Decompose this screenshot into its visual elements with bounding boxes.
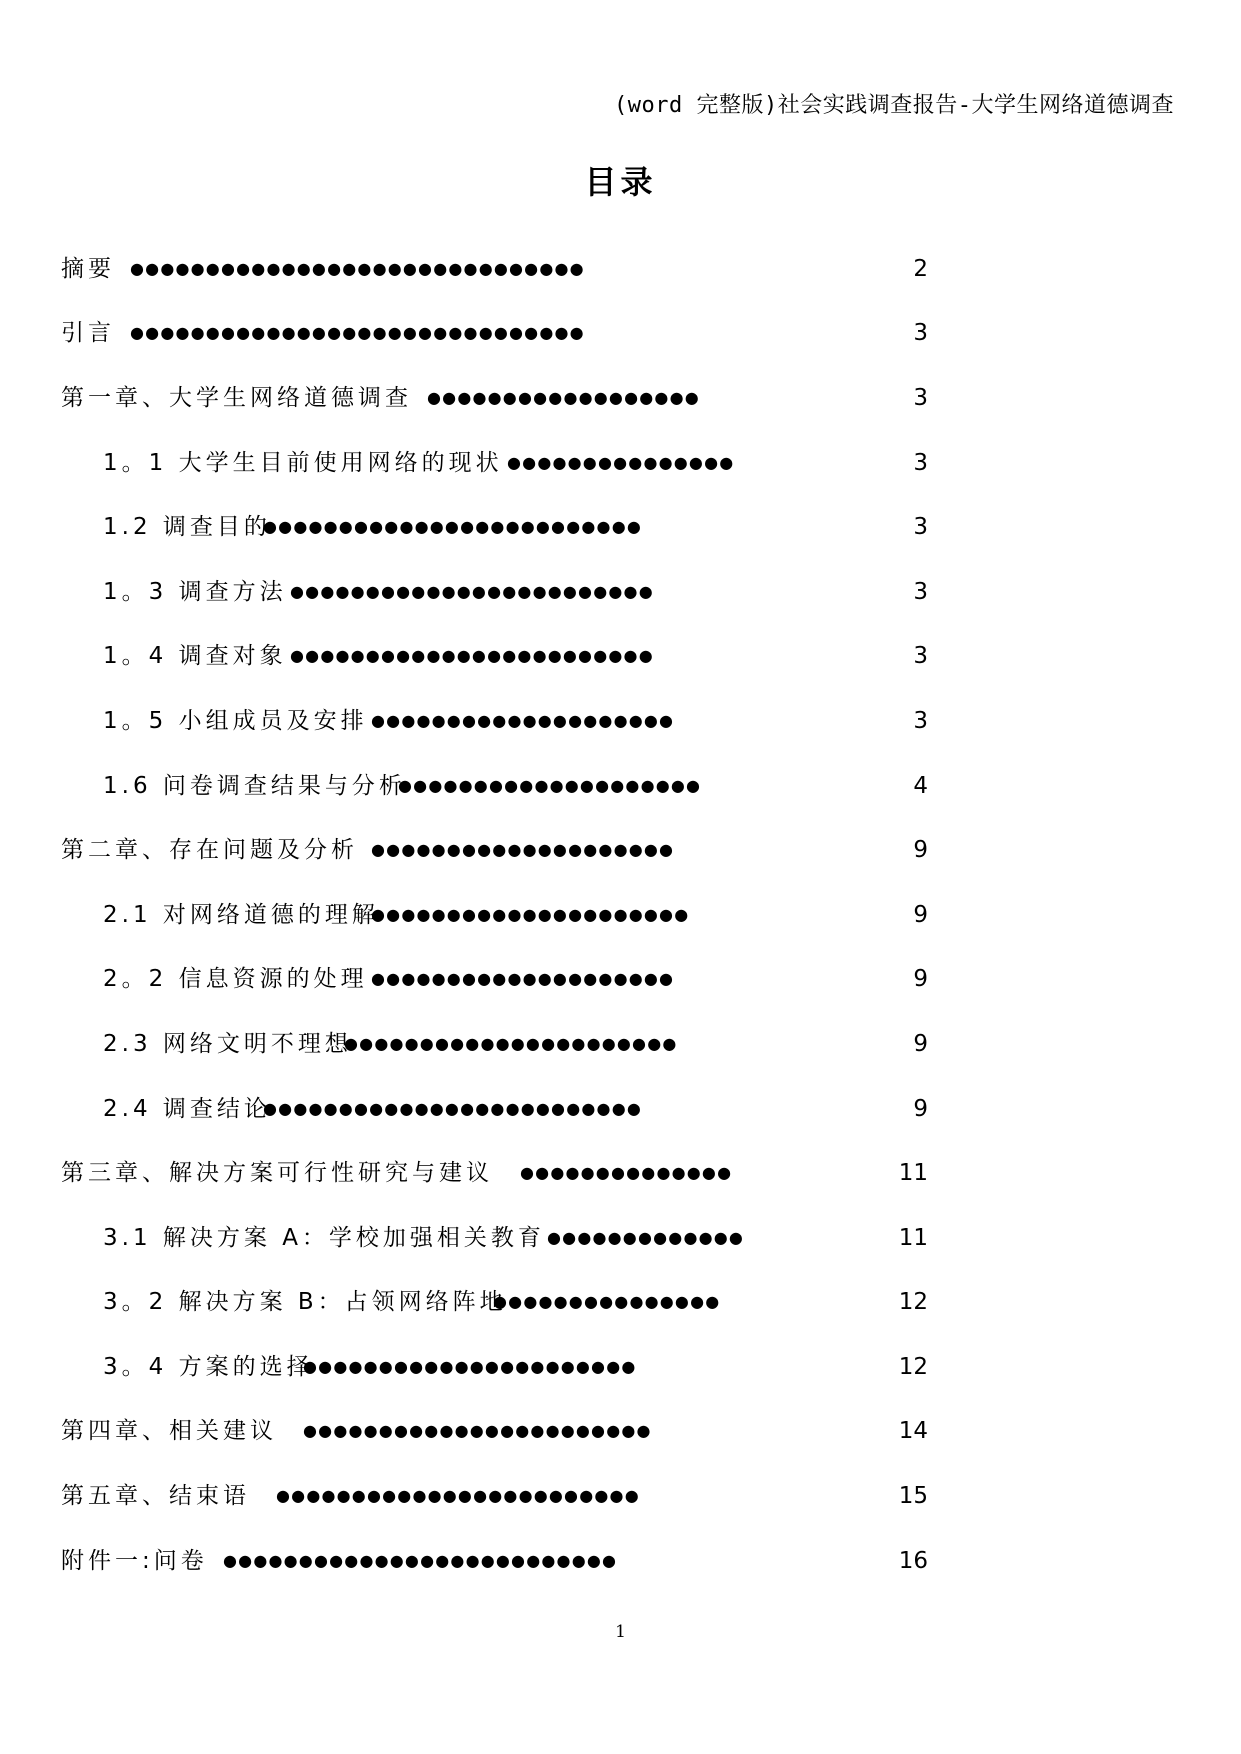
toc-page-number: 12 [898, 1289, 928, 1315]
toc-entry-label: 引言 [61, 320, 115, 346]
toc-entry-chapter-2[interactable] [0, 830, 1241, 870]
toc-page-number: 9 [913, 902, 928, 928]
toc-entry-label: 2.3 网络文明不理想 [103, 1031, 352, 1057]
toc-entry-label: 2.4 调查结论 [103, 1096, 271, 1122]
toc-dot-leader: ●●●●●●●●●●●●●●●●●●●●● [371, 905, 690, 924]
toc-page-number: 9 [913, 837, 928, 863]
toc-page-number: 4 [913, 773, 928, 799]
toc-entry-label: 第四章、相关建议 [61, 1418, 277, 1444]
toc-page-number: 3 [913, 579, 928, 605]
toc-dot-leader: ●●●●●●●●●●●●●●●●●●●●●●●●● [263, 1099, 643, 1118]
toc-entry-3-1[interactable] [0, 1218, 1241, 1258]
toc-page-number: 15 [898, 1483, 928, 1509]
toc-entry-2-3[interactable] [0, 1024, 1241, 1064]
toc-entry-label: 第三章、解决方案可行性研究与建议 [61, 1160, 493, 1186]
toc-dot-leader: ●●●●●●●●●●●●●●●●●●●●●●●● [290, 646, 654, 665]
toc-entry-label: 第一章、大学生网络道德调查 [61, 385, 412, 411]
toc-dot-leader: ●●●●●●●●●●●●●●●●●●●● [398, 776, 702, 795]
toc-entry-label: 第五章、结束语 [61, 1483, 250, 1509]
toc-dot-leader: ●●●●●●●●●●●●●●●●●●●●●●●●●● [223, 1551, 618, 1570]
toc-entry-1-2[interactable] [0, 507, 1241, 547]
toc-entry-chapter-4[interactable] [0, 1411, 1241, 1451]
toc-entry-label: 1。3 调查方法 [103, 579, 287, 605]
toc-page-number: 14 [898, 1418, 928, 1444]
toc-entry-2-2[interactable] [0, 959, 1241, 999]
toc-dot-leader: ●●●●●●●●●●●●●●●●●●●●●●●● [290, 582, 654, 601]
toc-entry-label: 3.1 解决方案 A：学校加强相关教育 [103, 1225, 545, 1251]
toc-entry-abstract[interactable] [0, 249, 1241, 289]
toc-entry-label: 2。2 信息资源的处理 [103, 966, 368, 992]
toc-dot-leader: ●●●●●●●●●●●●●●●●●●●● [371, 711, 675, 730]
toc-page-number: 3 [913, 320, 928, 346]
toc-entry-label: 摘要 [61, 256, 115, 282]
toc-page-number: 11 [898, 1160, 928, 1186]
toc-entry-chapter-1[interactable] [0, 378, 1241, 418]
running-header: (word 完整版)社会实践调查报告-大学生网络道德调查 [614, 93, 1174, 118]
toc-entry-label: 1.2 调查目的 [103, 514, 271, 540]
toc-entry-label: 1。1 大学生目前使用网络的现状 [103, 450, 503, 476]
toc-entry-label: 3。4 方案的选择 [103, 1354, 314, 1380]
toc-entry-appendix-1[interactable] [0, 1541, 1241, 1581]
toc-entry-label: 1。4 调查对象 [103, 643, 287, 669]
toc-page-number: 3 [913, 514, 928, 540]
toc-entry-introduction[interactable] [0, 313, 1241, 353]
toc-entry-label: 2.1 对网络道德的理解 [103, 902, 379, 928]
toc-page-number: 12 [898, 1354, 928, 1380]
toc-entry-1-1[interactable] [0, 443, 1241, 483]
page-title: 目录 [584, 163, 657, 201]
toc-entry-label: 1。5 小组成员及安排 [103, 708, 368, 734]
toc-page-number: 3 [913, 450, 928, 476]
toc-dot-leader: ●●●●●●●●●●●●●●●●●●●●●●●● [276, 1486, 640, 1505]
toc-dot-leader: ●●●●●●●●●●●●●● [520, 1163, 733, 1182]
toc-entry-2-1[interactable] [0, 895, 1241, 935]
toc-entry-chapter-3[interactable] [0, 1153, 1241, 1193]
footer-page-number: 1 [615, 1622, 626, 1642]
toc-entry-1-6[interactable] [0, 766, 1241, 806]
toc-page-number: 2 [913, 256, 928, 282]
toc-dot-leader: ●●●●●●●●●●●●● [547, 1228, 745, 1247]
toc-entry-label: 第二章、存在问题及分析 [61, 837, 358, 863]
toc-dot-leader: ●●●●●●●●●●●●●●● [493, 1292, 721, 1311]
toc-dot-leader: ●●●●●●●●●●●●●●●●●●●●●●● [303, 1421, 652, 1440]
toc-dot-leader: ●●●●●●●●●●●●●●● [507, 453, 735, 472]
toc-page-number: 9 [913, 1096, 928, 1122]
toc-entry-3-4[interactable] [0, 1347, 1241, 1387]
toc-entry-3-2[interactable] [0, 1282, 1241, 1322]
toc-dot-leader: ●●●●●●●●●●●●●●●●●●●● [371, 840, 675, 859]
toc-dot-leader: ●●●●●●●●●●●●●●●●●●●●●●●●● [263, 517, 643, 536]
toc-dot-leader: ●●●●●●●●●●●●●●●●●●●●●● [303, 1357, 637, 1376]
toc-dot-leader: ●●●●●●●●●●●●●●●●●● [427, 388, 700, 407]
toc-page-number: 16 [898, 1548, 928, 1574]
toc-page-number: 11 [898, 1225, 928, 1251]
toc-entry-1-4[interactable] [0, 636, 1241, 676]
toc-entry-label: 1.6 问卷调查结果与分析 [103, 773, 406, 799]
toc-entry-2-4[interactable] [0, 1089, 1241, 1129]
toc-page-number: 3 [913, 643, 928, 669]
toc-page-number: 9 [913, 1031, 928, 1057]
toc-entry-label: 附件一:问卷 [61, 1548, 208, 1574]
toc-page-number: 3 [913, 385, 928, 411]
toc-dot-leader: ●●●●●●●●●●●●●●●●●●●●●● [344, 1034, 678, 1053]
toc-dot-leader: ●●●●●●●●●●●●●●●●●●●●●●●●●●●●●● [130, 259, 585, 278]
toc-dot-leader: ●●●●●●●●●●●●●●●●●●●● [371, 969, 675, 988]
toc-dot-leader: ●●●●●●●●●●●●●●●●●●●●●●●●●●●●●● [130, 323, 585, 342]
toc-entry-1-5[interactable] [0, 701, 1241, 741]
toc-entry-chapter-5[interactable] [0, 1476, 1241, 1516]
toc-page-number: 9 [913, 966, 928, 992]
toc-entry-1-3[interactable] [0, 572, 1241, 612]
toc-page-number: 3 [913, 708, 928, 734]
toc-entry-label: 3。2 解决方案 B：占领网络阵地 [103, 1289, 507, 1315]
